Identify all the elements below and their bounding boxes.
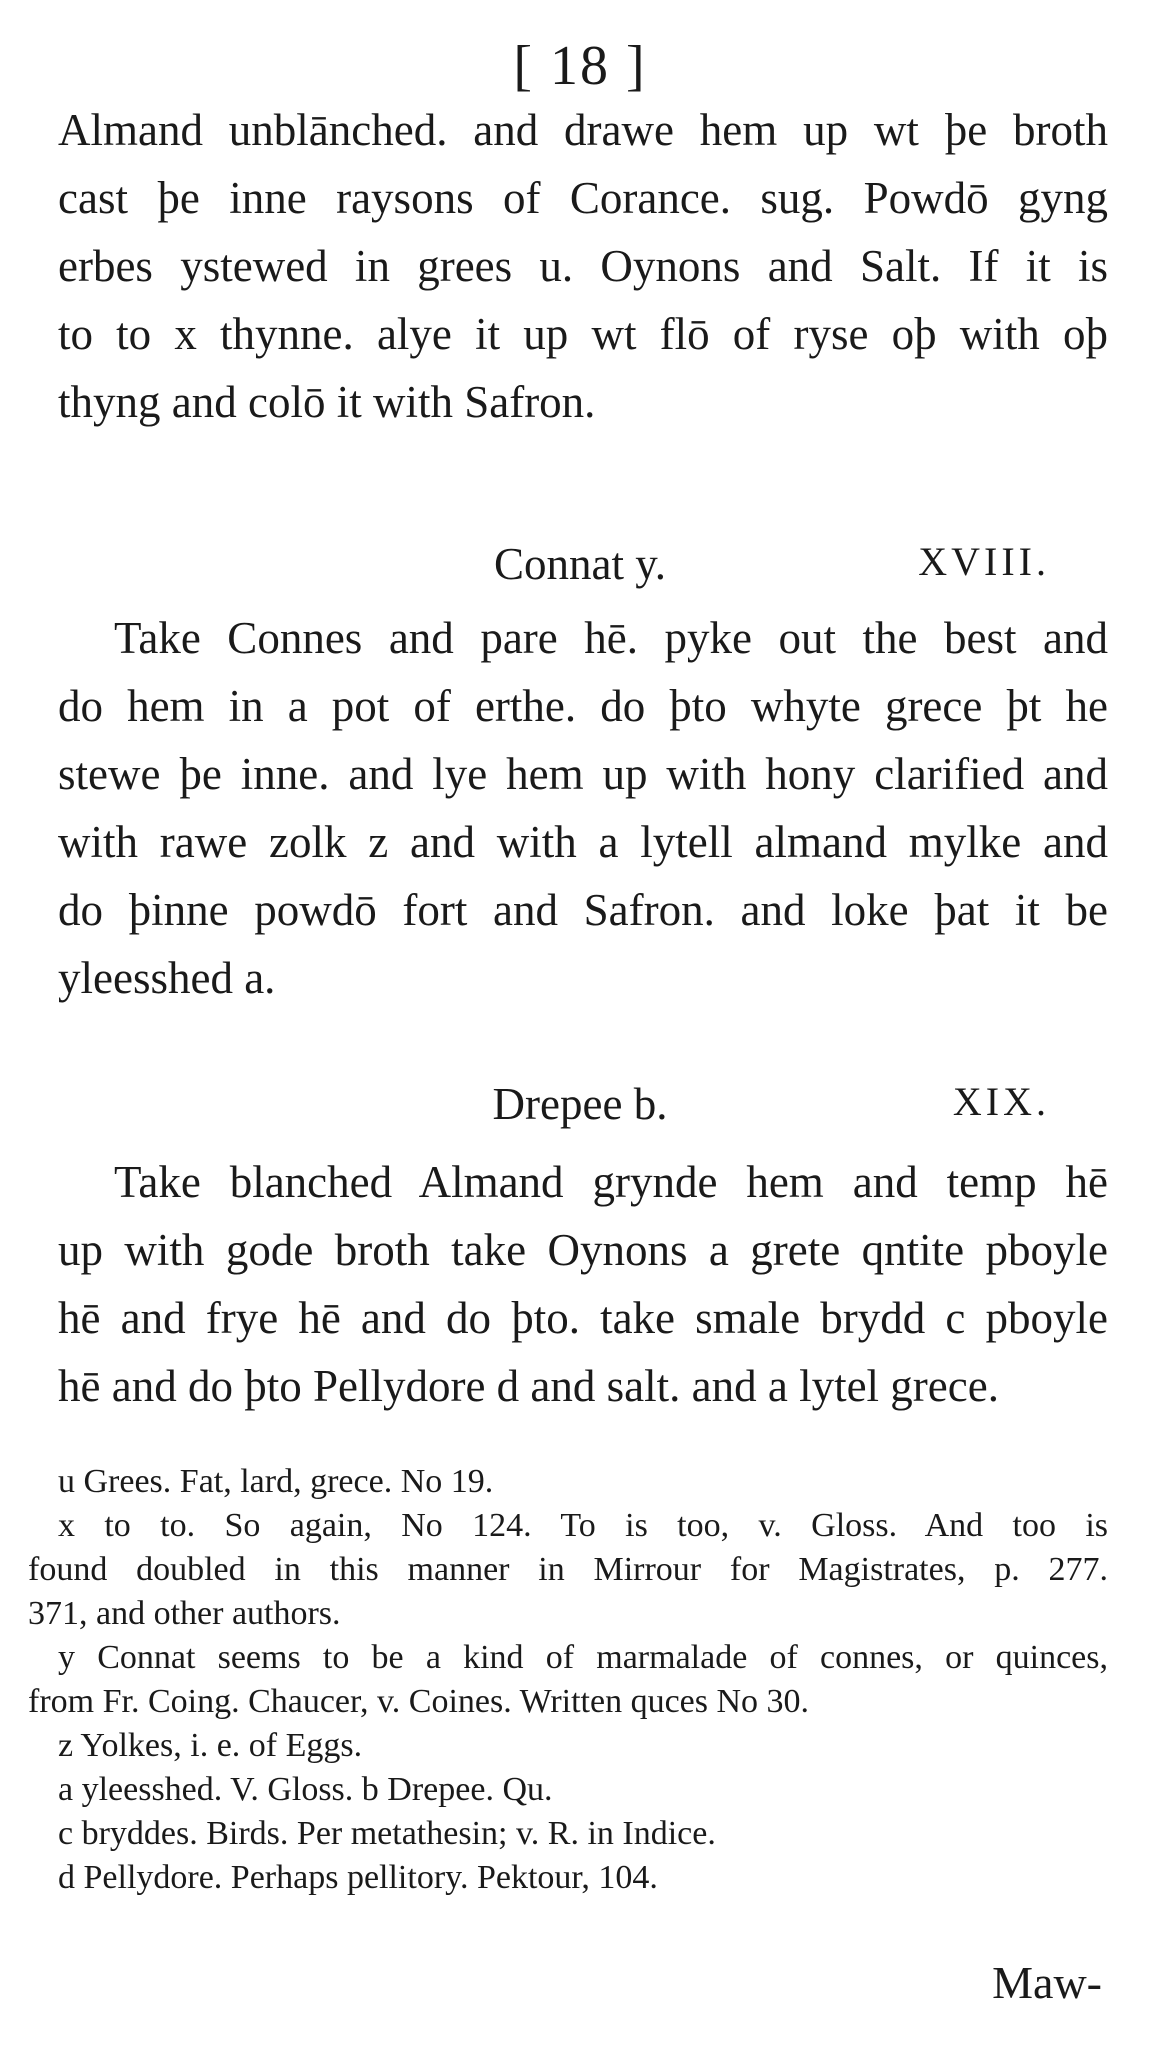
footnote-b: b Drepee. Qu. [361,1771,553,1808]
text-line: thyng and colō it with Safron. [58,377,596,427]
text-line: with rawe zolk z and with a lytell almand mylke and [58,817,1108,867]
footnote-line: z Yolkes, i. e. of Eggs. [58,1727,363,1764]
text-line: hē and do þto Pellydore d and salt. and a lytel grece. [58,1361,999,1411]
footnote-line: 371, and other authors. [28,1595,341,1632]
footnote-d [28,1856,1108,1900]
page-number: [ 18 ] [513,35,647,97]
footnote-line: u Grees. Fat, lard, grece. No 19. [58,1463,494,1500]
recipe-heading-drepee [0,1078,1160,1142]
text-line: to to x thynne. alye it up wt flō of ryse oþ with oþ [58,309,1108,359]
text-line: do þinne powdō fort and Safron. and loke þat it be [58,885,1108,935]
footnote-z [28,1724,1108,1768]
text-line: erbes ystewed in grees u. Oynons and Salt. If it is [58,241,1108,291]
footnote-line: x to to. So again, No 124. To is too, v. Gloss. And too is [58,1507,1108,1544]
footnote-line: y Connat seems to be a kind of marmalade of connes, or quinces, [58,1639,1108,1676]
text-line: Take Connes and pare hē. pyke out the best and [114,613,1108,663]
footnote-line: found doubled in this manner in Mirrour for Magistrates, p. 277. [28,1551,1108,1588]
text-line: up with gode broth take Oynons a grete qntite pboyle [58,1225,1108,1275]
text-line: yleesshed a. [58,953,276,1003]
text-line: cast þe inne raysons of Corance. sug. Powdō gyng [58,173,1108,223]
footnote-a: a yleesshed. V. Gloss. [58,1771,354,1808]
footnote-c [28,1812,1108,1856]
footnotes [28,1460,1108,1900]
footnote-line: from Fr. Coing. Chaucer, v. Coines. Written quces No 30. [28,1683,810,1720]
text-line: hē and frye hē and do þto. take smale brydd c pboyle [58,1293,1108,1343]
recipe-numeral: XVIII. [918,539,1050,584]
text-line: do hem in a pot of erthe. do þto whyte grece þt he [58,681,1108,731]
recipe-numeral: XIX. [952,1079,1050,1124]
recipe-body-drepee [58,1148,1108,1420]
footnote-line: d Pellydore. Perhaps pellitory. Pektour, 104. [58,1859,658,1896]
intro-paragraph [58,96,1108,436]
footnote-row-a-b [28,1768,1108,1812]
text-line: stewe þe inne. and lye hem up with hony clarified and [58,749,1108,799]
recipe-title: Connat y. [493,539,667,589]
footnote-y [28,1636,1108,1724]
recipe-title: Drepee b. [492,1079,668,1129]
footnote-u [28,1460,1108,1504]
recipe-heading-connat [0,538,1160,602]
text-line: Take blanched Almand grynde hem and temp hē [114,1157,1108,1207]
recipe-body-connat [58,604,1108,1012]
catchword: Maw- [992,1957,1102,2008]
footnote-x [28,1504,1108,1636]
text-line: Almand unblānched. and drawe hem up wt þe broth [58,105,1108,155]
footnote-line: c bryddes. Birds. Per metathesin; v. R. in Indice. [58,1815,716,1852]
